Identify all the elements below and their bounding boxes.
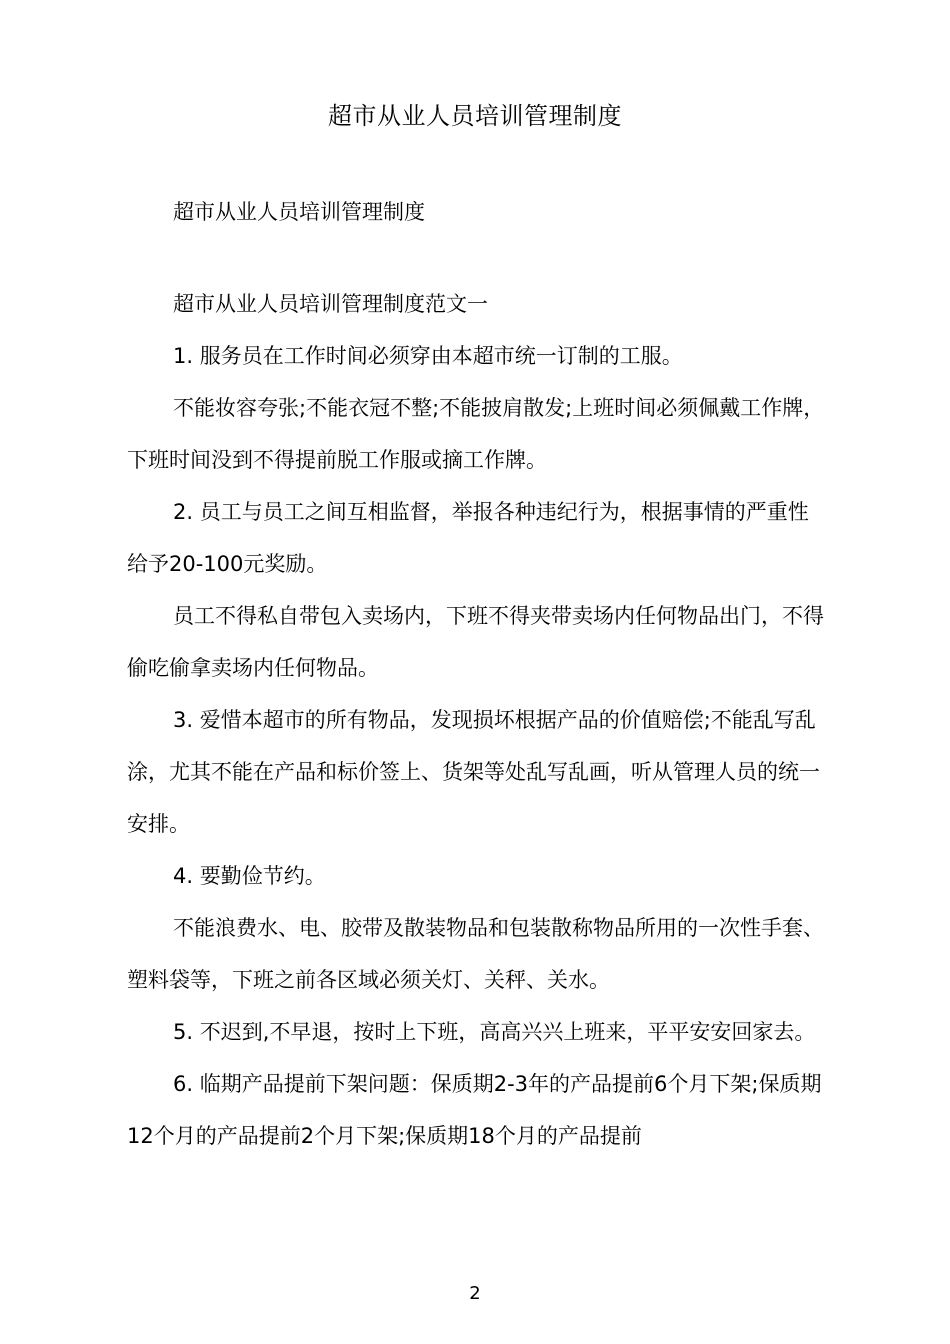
section-heading: 超市从业人员培训管理制度范文一	[173, 292, 488, 316]
paragraph-rule-4: 4. 要勤俭节约。	[173, 864, 326, 888]
paragraph-rule-1: 1. 服务员在工作时间必须穿由本超市统一订制的工服。	[173, 344, 683, 368]
paragraph-rule-6: 6. 临期产品提前下架问题：保质期2-3年的产品提前6个月下架;保质期12个月的产品提前2个月下架;保质期18个月的产品提前	[127, 1072, 822, 1148]
paragraph-rule-3: 3. 爱惜本超市的所有物品，发现损坏根据产品的价值赔偿;不能乱写乱涂，尤其不能在产品和标价签上、货架等处乱写乱画，听从管理人员的统一安排。	[127, 708, 820, 836]
paragraph-rule-2: 2. 员工与员工之间互相监督，举报各种违纪行为，根据事情的严重性给予20-100元奖励。	[127, 500, 809, 576]
paragraph-rule-4-detail: 不能浪费水、电、胶带及散装物品和包装散称物品所用的一次性手套、塑料袋等，下班之前各区域必须关灯、关秤、关水。	[127, 916, 824, 992]
paragraph-rule-2-detail: 员工不得私自带包入卖场内，下班不得夹带卖场内任何物品出门，不得偷吃偷拿卖场内任何物品。	[127, 604, 824, 680]
subtitle: 超市从业人员培训管理制度	[173, 200, 425, 224]
document-body	[127, 186, 827, 1162]
page-number: 2	[469, 1283, 481, 1304]
document-title: 超市从业人员培训管理制度	[328, 102, 622, 130]
paragraph-rule-1-detail: 不能妆容夸张;不能衣冠不整;不能披肩散发;上班时间必须佩戴工作牌，下班时间没到不得提前脱工作服或摘工作牌。	[127, 396, 825, 472]
paragraph-rule-5: 5. 不迟到,不早退，按时上下班，高高兴兴上班来，平平安安回家去。	[173, 1020, 816, 1044]
